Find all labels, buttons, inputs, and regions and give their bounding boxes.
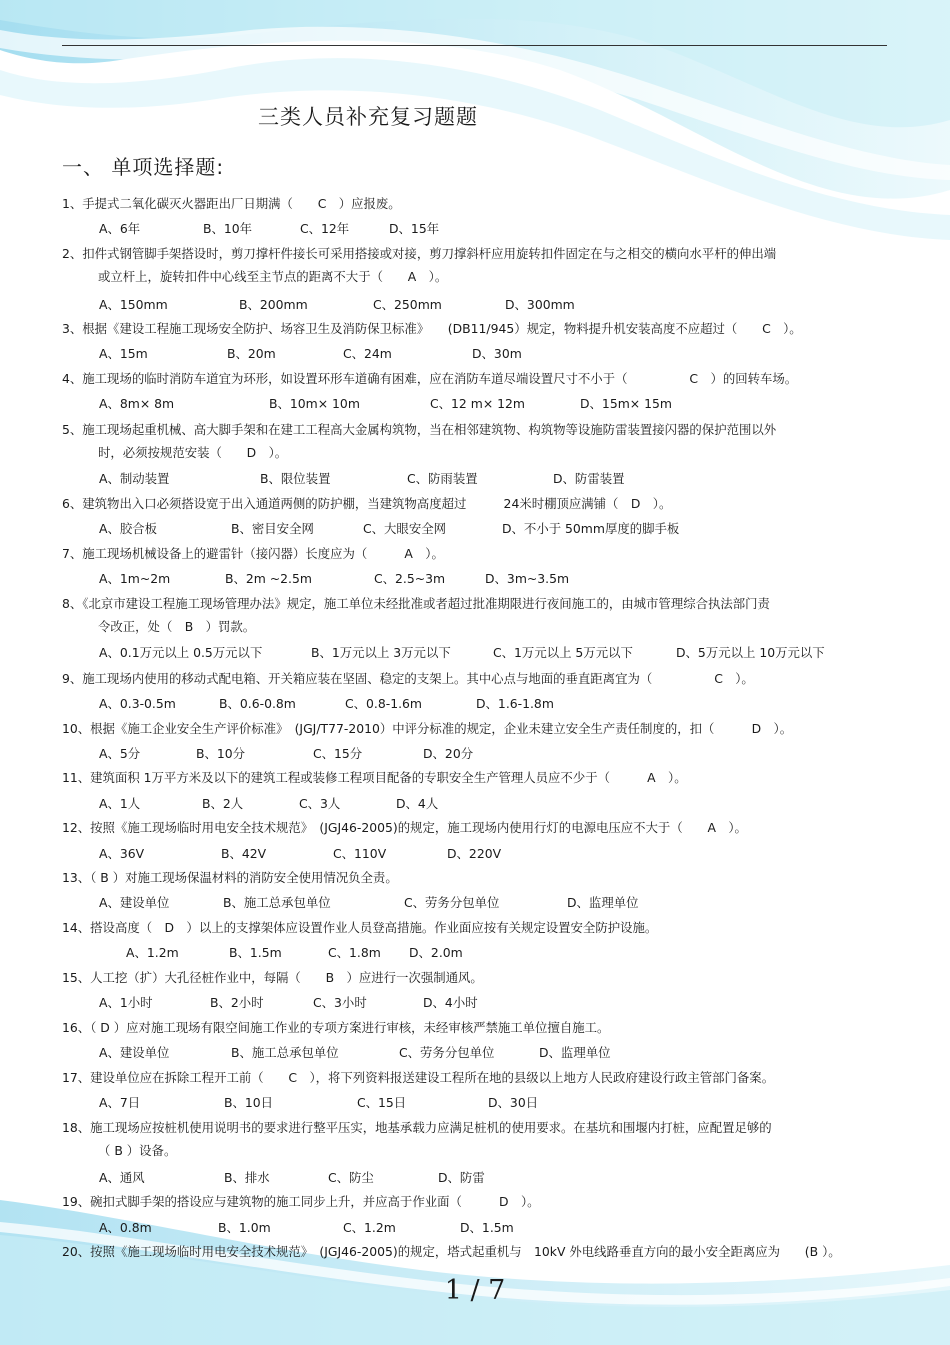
question-text: 9、施工现场内使用的移动式配电箱、开关箱应装在坚固、稳定的支架上。其中心点与地面的垂直距离宜为（ C ）。 xyxy=(62,671,754,686)
option-c: C、劳务分包单位 xyxy=(399,1045,495,1060)
option-c: C、1.8m xyxy=(328,945,381,960)
option-a: A、0.8m xyxy=(99,1220,152,1235)
option-c: C、12年 xyxy=(300,221,350,236)
question-13 xyxy=(62,866,892,889)
option-b: B、20m xyxy=(227,346,276,361)
question-5 xyxy=(62,418,892,464)
option-c: C、250mm xyxy=(373,297,442,312)
option-a: A、1.2m xyxy=(126,945,179,960)
option-c: C、3人 xyxy=(299,796,341,811)
question-text: 7、施工现场机械设备上的避雷针（接闪器）长度应为（ A ）。 xyxy=(62,546,444,561)
question-8 xyxy=(62,592,892,638)
option-c: C、24m xyxy=(343,346,392,361)
section-heading: 一、 单项选择题: xyxy=(62,155,225,179)
option-d: D、2.0m xyxy=(409,945,463,960)
option-c: C、110V xyxy=(333,846,387,861)
option-d: D、1.6-1.8m xyxy=(476,696,554,711)
option-c: C、防尘 xyxy=(328,1170,374,1185)
option-a: A、0.1万元以上 0.5万元以下 xyxy=(99,645,263,660)
question-20 xyxy=(62,1240,892,1263)
question-7 xyxy=(62,542,892,565)
question-text-continued: （ B ）设备。 xyxy=(98,1143,177,1158)
option-b: B、限位装置 xyxy=(260,471,331,486)
option-d: D、不小于 50mm厚度的脚手板 xyxy=(502,521,680,536)
option-b: B、10m× 10m xyxy=(269,396,360,411)
option-b: B、施工总承包单位 xyxy=(223,895,331,910)
question-text: 16、（ D ）应对施工现场有限空间施工作业的专项方案进行审核，未经审核严禁施工单位擅自施工。 xyxy=(62,1020,610,1035)
option-d: D、300mm xyxy=(505,297,575,312)
option-b: B、1万元以上 3万元以下 xyxy=(311,645,451,660)
option-b: B、10分 xyxy=(196,746,246,761)
option-c: C、2.5~3m xyxy=(374,571,446,586)
option-b: B、2人 xyxy=(202,796,244,811)
question-16 xyxy=(62,1016,892,1039)
question-19 xyxy=(62,1190,892,1213)
question-text-continued: 时，必须按规范安装（ D ）。 xyxy=(98,445,288,460)
option-b: B、2m ~2.5m xyxy=(225,571,312,586)
option-d: D、防雷装置 xyxy=(553,471,625,486)
option-c: C、0.8-1.6m xyxy=(345,696,422,711)
option-a: A、0.3-0.5m xyxy=(99,696,176,711)
option-d: D、30日 xyxy=(488,1095,539,1110)
option-c: C、大眼安全网 xyxy=(363,521,446,536)
question-2 xyxy=(62,242,892,288)
option-a: A、胶合板 xyxy=(99,521,158,536)
question-6 xyxy=(62,492,892,515)
question-text: 2、扣件式钢管脚手架搭设时，剪刀撑杆件接长可采用搭接或对接，剪刀撑斜杆应用旋转扣件固定在与之相交的横向水平杆的伸出端 xyxy=(62,246,777,261)
option-b: B、密目安全网 xyxy=(231,521,314,536)
option-c: C、1万元以上 5万元以下 xyxy=(493,645,633,660)
option-b: B、10日 xyxy=(224,1095,274,1110)
option-a: A、1m~2m xyxy=(99,571,171,586)
option-d: D、5万元以上 10万元以下 xyxy=(676,645,825,660)
option-d: D、15年 xyxy=(389,221,440,236)
question-text: 13、（ B ）对施工现场保温材料的消防安全使用情况负全责。 xyxy=(62,870,398,885)
question-text: 11、建筑面积 1万平方米及以下的建筑工程或装修工程项目配备的专职安全生产管理人员应不少于（ A ）。 xyxy=(62,770,687,785)
option-b: B、1.5m xyxy=(229,945,282,960)
question-text: 14、搭设高度（ D ）以上的支撑架体应设置作业人员登高措施。作业面应按有关规定设置安全防护设施。 xyxy=(62,920,658,935)
question-text: 10、根据《施工企业安全生产评价标准》 (JGJ/T77-2010）中评分标准的规定，企业未建立安全生产责任制度的，扣（ D ）。 xyxy=(62,721,793,736)
option-c: C、防雨装置 xyxy=(407,471,478,486)
option-a: A、1人 xyxy=(99,796,141,811)
option-a: A、5分 xyxy=(99,746,141,761)
option-a: A、建设单位 xyxy=(99,895,170,910)
option-a: A、通风 xyxy=(99,1170,145,1185)
option-a: A、7日 xyxy=(99,1095,141,1110)
option-d: D、15m× 15m xyxy=(580,396,672,411)
question-text: 17、建设单位应在拆除工程开工前（ C ），将下列资料报送建设工程所在地的县级以上地方人民政府建设行政主管部门备案。 xyxy=(62,1070,775,1085)
question-14 xyxy=(62,916,892,939)
option-b: B、2小时 xyxy=(210,995,264,1010)
option-b: B、0.6-0.8m xyxy=(219,696,296,711)
question-text: 8、《北京市建设工程施工现场管理办法》规定，施工单位未经批准或者超过批准期限进行夜间施工的，由城市管理综合执法部门责 xyxy=(62,596,770,611)
question-10 xyxy=(62,717,892,740)
question-11 xyxy=(62,766,892,789)
option-d: D、防雷 xyxy=(438,1170,485,1185)
option-d: D、1.5m xyxy=(460,1220,514,1235)
question-text: 19、碗扣式脚手架的搭设应与建筑物的施工同步上升，并应高于作业面（ D ）。 xyxy=(62,1194,540,1209)
option-b: B、10年 xyxy=(203,221,253,236)
document-title: 三类人员补充复习题题 xyxy=(258,105,478,129)
option-d: D、监理单位 xyxy=(567,895,639,910)
question-text: 20、按照《施工现场临时用电安全技术规范》 (JGJ46-2005)的规定，塔式起重机与 10kV 外电线路垂直方向的最小安全距离应为 (B ）。 xyxy=(62,1244,841,1259)
question-12 xyxy=(62,816,892,839)
option-a: A、制动装置 xyxy=(99,471,170,486)
option-d: D、4小时 xyxy=(423,995,478,1010)
question-3 xyxy=(62,317,892,340)
question-text: 12、按照《施工现场临时用电安全技术规范》 (JGJ46-2005)的规定，施工现场内使用行灯的电源电压应不大于（ A ）。 xyxy=(62,820,747,835)
option-c: C、1.2m xyxy=(343,1220,396,1235)
option-b: B、42V xyxy=(221,846,267,861)
option-d: D、20分 xyxy=(423,746,474,761)
option-c: C、15分 xyxy=(313,746,363,761)
option-c: C、3小时 xyxy=(313,995,367,1010)
option-a: A、8m× 8m xyxy=(99,396,175,411)
question-text: 6、建筑物出入口必须搭设宽于出入通道两侧的防护棚，当建筑物高度超过 24米时棚顶应满铺（ D ）。 xyxy=(62,496,672,511)
question-17 xyxy=(62,1066,892,1089)
question-text: 1、手提式二氧化碳灭火器距出厂日期满（ C ）应报废。 xyxy=(62,196,401,211)
option-d: D、3m~3.5m xyxy=(485,571,570,586)
question-text-continued: 或立杆上，旋转扣件中心线至主节点的距离不大于（ A ）。 xyxy=(98,269,448,284)
option-a: A、6年 xyxy=(99,221,141,236)
question-4 xyxy=(62,367,892,390)
option-b: B、200mm xyxy=(239,297,308,312)
option-a: A、36V xyxy=(99,846,145,861)
question-1 xyxy=(62,192,892,215)
question-15 xyxy=(62,966,892,989)
option-a: A、15m xyxy=(99,346,148,361)
option-b: B、施工总承包单位 xyxy=(231,1045,339,1060)
option-c: C、15日 xyxy=(357,1095,407,1110)
question-9 xyxy=(62,667,892,690)
question-text: 3、根据《建设工程施工现场安全防护、场容卫生及消防保卫标准》 (DB11/945）规定，物料提升机安装高度不应超过（ C ）。 xyxy=(62,321,802,336)
question-text: 5、施工现场起重机械、高大脚手架和在建工工程高大金属构筑物，当在相邻建筑物、构筑物等设施防雷装置接闪器的保护范围以外 xyxy=(62,422,777,437)
question-text-continued: 令改正，处（ B ）罚款。 xyxy=(98,619,256,634)
question-text: 15、人工挖（扩）大孔径桩作业中，每隔（ B ）应进行一次强制通风。 xyxy=(62,970,483,985)
option-a: A、150mm xyxy=(99,297,168,312)
option-b: B、1.0m xyxy=(218,1220,271,1235)
option-c: C、劳务分包单位 xyxy=(404,895,500,910)
option-b: B、排水 xyxy=(224,1170,270,1185)
option-d: D、30m xyxy=(472,346,522,361)
option-d: D、监理单位 xyxy=(539,1045,611,1060)
option-a: A、1小时 xyxy=(99,995,153,1010)
option-a: A、建设单位 xyxy=(99,1045,170,1060)
page-number: 1 / 7 xyxy=(444,1275,506,1306)
question-text: 4、施工现场的临时消防车道宜为环形，如设置环形车道确有困难，应在消防车道尽端设置尺寸不小于（ C ）的回转车场。 xyxy=(62,371,798,386)
option-c: C、12 m× 12m xyxy=(430,396,525,411)
question-text: 18、施工现场应按桩机使用说明书的要求进行整平压实，地基承载力应满足桩机的使用要求。在基坑和围堰内打桩，应配置足够的 xyxy=(62,1120,772,1135)
option-d: D、220V xyxy=(447,846,502,861)
option-d: D、4人 xyxy=(396,796,439,811)
question-18 xyxy=(62,1116,892,1162)
